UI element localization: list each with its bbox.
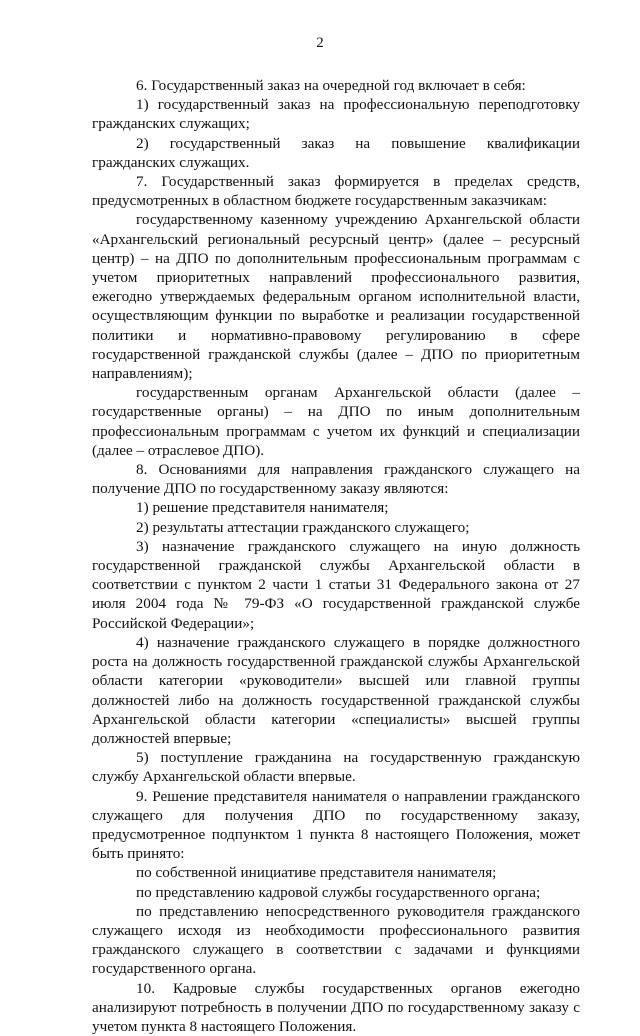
paragraph-6-item-2: 2) государственный заказ на повышение квалификации гражданских служащих. [92,134,580,171]
paragraph-9-option-3: по представлению непосредственного руководителя гражданского служащего исходя из необходимости профессионального развития гражданского служащего в соответствии с задачами и функциями государственного органа. [92,902,580,978]
paragraph-6-item-1: 1) государственный заказ на профессиональную переподготовку гражданских служащих; [92,96,580,133]
paragraph-9-option-1: по собственной инициативе представителя нанимателя; [136,864,497,882]
paragraph-8-item-3: 3) назначение гражданского служащего на иную должность государственной гражданской службы Архангельской области в соответствии с пунктом 2 части 1 статьи 31 Федерального закона от 27 июля 2004 года № 79-ФЗ «О государственной гражданской службе Российской Федерации»; [92,537,580,632]
page-number: 2 [316,35,324,51]
paragraph-6: 6. Государственный заказ на очередной год включает в себя: [136,77,526,94]
paragraph-7-resource-center: государственному казенному учреждению Архангельской области «Архангельский региональный ресурсный центр» (далее – ресурсный центр) – на ДПО по дополнительным профессиональным программам с учетом приоритетных направлений профессионального развития, ежегодно утверждаемых федеральным органом исполнительной власти, осуществляющим функции по выработке и реализации государственной политики и нормативно-правовому регулированию в сфере государственной гражданской службы (далее – ДПО по приоритетным направлениям); [92,211,580,383]
paragraph-7-state-bodies: государственным органам Архангельской области (далее – государственные органы) – на ДПО по иным дополнительным профессиональным программам с учетом их функций и специализации (далее – отраслевое ДПО). [92,384,580,459]
paragraph-8-item-4: 4) назначение гражданского служащего в порядке должностного роста на должность государственной гражданской службы Архангельской области категории «руководители» высшей или главной группы должностей либо на должность государственной гражданской службы Архангельской области категории «специалисты» высшей группы должностей впервые; [92,633,580,747]
paragraph-8-item-2: 2) результаты аттестации гражданского служащего; [136,518,470,536]
paragraph-9: 9. Решение представителя нанимателя о направлении гражданского служащего для получения ДПО по государственному заказу, предусмотренное подпунктом 1 пункта 8 настоящего Положения, может быть принято: [92,787,580,863]
paragraph-10: 10. Кадровые службы государственных органов ежегодно анализируют потребность в получении ДПО по государственному заказу с учетом пункта 8 настоящего Положения. [92,979,580,1035]
paragraph-7: 7. Государственный заказ формируется в пределах средств, предусмотренных в областном бюджете государственным заказчикам: [92,173,580,210]
paragraph-8: 8. Основаниями для направления гражданского служащего на получение ДПО по государственному заказу являются: [92,461,580,498]
paragraph-8-item-1: 1) решение представителя нанимателя; [136,499,389,517]
paragraph-9-option-2: по представлению кадровой службы государственного органа; [136,883,541,901]
paragraph-8-item-5: 5) поступление гражданина на государственную гражданскую службу Архангельской области впервые. [92,749,580,786]
